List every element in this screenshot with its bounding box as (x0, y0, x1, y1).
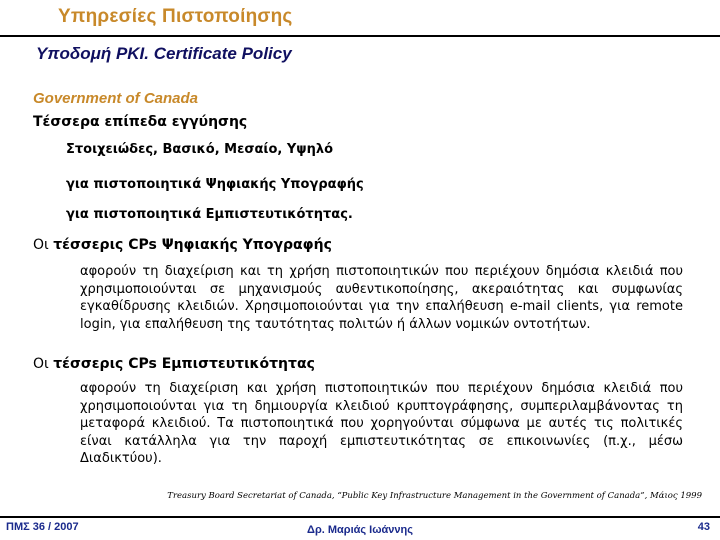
signature-cps-paragraph: αφορούν τη διαχείριση και τη χρήση πιστοποιητικών που περιέχουν δημόσια κλειδιά που χρησιμοποιούνται σε μηχανισμούς αυθεντικοποίησης, ακεραιότητας και συμφωνίας εγκαθίδρυσης κλειδιών. Χρησιμοποιούνται για την επαλήθευση e-mail clients, για remote login, για επαλήθευση της ταυτότητας πολιτών ή άλλων νομικών οντοτήτων. (80, 264, 683, 332)
confidentiality-cps-paragraph: αφορούν τη διαχείριση και χρήση πιστοποιητικών που περιέχουν δημόσια κλειδιά που χρησιμοποιούνται για τη δημιουργία κλειδιού κρυπτογράφησης, συμπεριλαμβάνοντας τη μεταφορά κλειδιού. Τα πιστοποιητικά που χορηγούνται σύμφωνα με αυτές τις πολιτικές είναι κατάλληλα για την παροχή εμπιστευτικότητας σε επικοινωνίες (π.χ., μέσω Διαδικτύου). (80, 381, 683, 466)
page-number: 43 (697, 521, 710, 533)
levels-item: για πιστοποιητικά Εμπιστευτικότητας. (66, 207, 353, 222)
confidentiality-cps-heading (33, 356, 315, 372)
levels-item: για πιστοποιητικά Ψηφιακής Υπογραφής (66, 177, 364, 192)
slide-subtitle: Υποδομή PKI. Certificate Policy (36, 44, 292, 63)
citation: Treasury Board Secretariat of Canada, “Public Key Infrastructure Management in the Government of Canada”, Μάιος 1999 (167, 491, 702, 501)
heading-prefix: Οι (33, 356, 54, 372)
footer-author: Δρ. Μαριάς Ιωάννης (307, 524, 413, 536)
assurance-levels-heading: Τέσσερα επίπεδα εγγύησης (33, 114, 248, 130)
footer-divider (0, 516, 720, 518)
levels-item: Στοιχειώδες, Βασικό, Μεσαίο, Υψηλό (66, 142, 333, 157)
heading-prefix: Οι (33, 237, 54, 253)
header-divider (0, 35, 720, 37)
organization-heading: Government of Canada (33, 90, 199, 107)
signature-cps-heading (33, 237, 332, 253)
heading-bold: τέσσερις CPs Ψηφιακής Υπογραφής (53, 237, 332, 253)
footer-course: ΠΜΣ 36 / 2007 (6, 521, 79, 533)
slide-header-title: Υπηρεσίες Πιστοποίησης (58, 6, 293, 27)
heading-bold: τέσσερις CPs Εμπιστευτικότητας (53, 356, 315, 372)
